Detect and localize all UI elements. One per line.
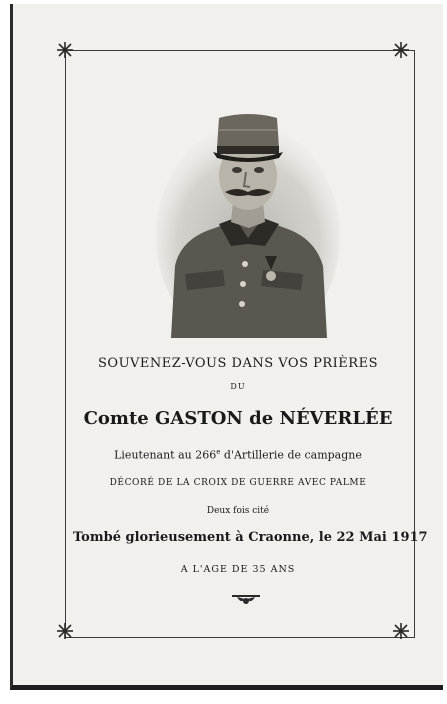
corner-ornament-bottom-left-icon [56,622,74,640]
name-first: GASTON [155,408,243,429]
corner-ornament-bottom-right-icon [392,622,410,640]
rank-superscript: e [216,448,221,456]
corner-ornament-top-right-icon [392,41,410,59]
memorial-card [10,4,443,690]
name-line [73,408,403,429]
name-title: Comte [83,408,149,429]
corner-ornament-top-left-icon [56,41,74,59]
rank-line [73,448,403,462]
remember-line: SOUVENEZ-VOUS DANS VOS PRIÈRES [98,356,378,371]
name-particle: de [249,408,274,429]
fallen-line: Tombé glorieusement à Craonne, le 22 Mai 1917 [73,530,428,545]
officer-portrait [153,106,343,338]
rank-prefix: Lieutenant au 266 [114,448,217,462]
age-line: A L'AGE DE 35 ANS [180,564,296,575]
name-last: NÉVERLÉE [279,408,393,429]
fleuron-ornament-icon [231,592,261,606]
du-line: DU [230,382,246,391]
cited-line: Deux fois cité [206,506,270,516]
decoration-line: DÉCORÉ DE LA CROIX DE GUERRE AVEC PALME [109,478,367,488]
rank-rest: d'Artillerie de campagne [220,448,362,462]
